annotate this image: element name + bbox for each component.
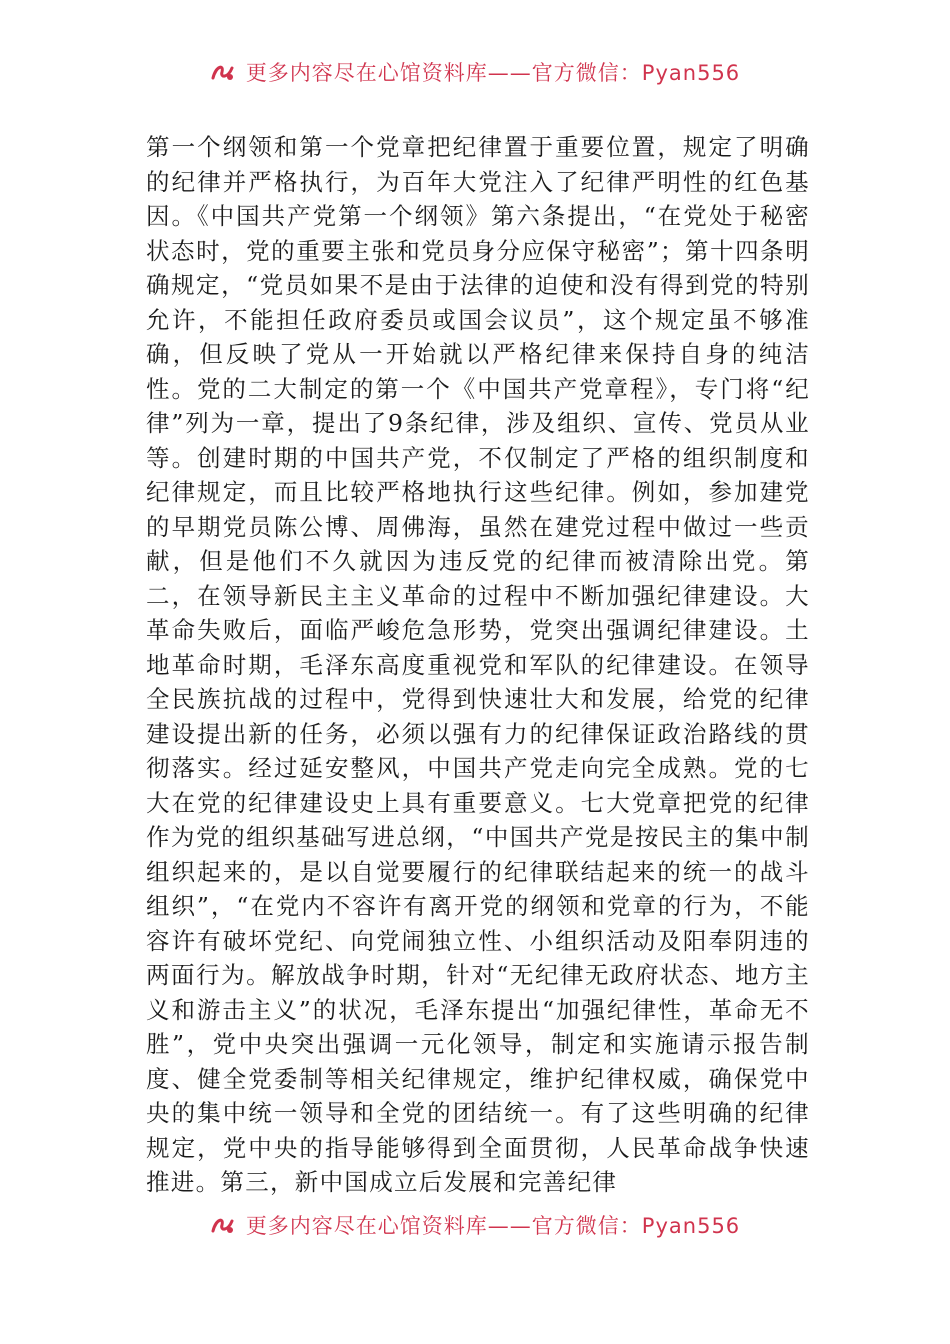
- watermark-logo-icon: [210, 1213, 238, 1237]
- header-watermark: [0, 52, 950, 92]
- watermark-text: 更多内容尽在心馆资料库——官方微信：Pyan556: [245, 61, 741, 85]
- document-paragraph: 第一个纲领和第一个党章把纪律置于重要位置，规定了明确的纪律并严格执行，为百年大党注入了纪律严明性的红色基因。《中国共产党第一个纲领》第六条提出，“在党处于秘密状态时，党的重要主张和党员身分应保守秘密”；第十四条明确规定，“党员如果不是由于法律的迫使和没有得到党的特别允许，不能担任政府委员或国会议员”，这个规定虽不够准确，但反映了党从一开始就以严格纪律来保持自身的纯洁性。党的二大制定的第一个《中国共产党章程》，专门将“纪律”列为一章，提出了9条纪律，涉及组织、宣传、党员从业等。创建时期的中国共产党，不仅制定了严格的组织制度和纪律规定，而且比较严格地执行这些纪律。例如，参加建党的早期党员陈公博、周佛海，虽然在建党过程中做过一些贡献，但是他们不久就因为违反党的纪律而被清除出党。第二，在领导新民主主义革命的过程中不断加强纪律建设。大革命失败后，面临严峻危急形势，党突出强调纪律建设。土地革命时期，毛泽东高度重视党和军队的纪律建设。在领导全民族抗战的过程中，党得到快速壮大和发展，给党的纪律建设提出新的任务，必须以强有力的纪律保证政治路线的贯彻落实。经过延安整风，中国共产党走向完全成熟。党的七大在党的纪律建设史上具有重要意义。七大党章把党的纪律作为党的组织基础写进总纲，“中国共产党是按民主的集中制组织起来的，是以自觉要履行的纪律联结起来的统一的战斗组织”，“在党内不容许有离开党的纲领和党章的行为，不能容许有破坏党纪、向党闹独立性、小组织活动及阳奉阴违的两面行为。解放战争时期，针对“无纪律无政府状态、地方主义和游击主义”的状况，毛泽东提出“加强纪律性，革命无不胜”，党中央突出强调一元化领导，制定和实施请示报告制度、健全党委制等相关纪律规定，维护纪律权威，确保党中央的集中统一领导和全党的团结统一。有了这些明确的纪律规定，党中央的指导能够得到全面贯彻，人民革命战争快速推进。第三，新中国成立后发展和完善纪律: [146, 133, 810, 1196]
- watermark-text: 更多内容尽在心馆资料库——官方微信：Pyan556: [245, 1214, 741, 1238]
- watermark-logo-icon: [210, 60, 238, 84]
- footer-watermark: [0, 1205, 950, 1245]
